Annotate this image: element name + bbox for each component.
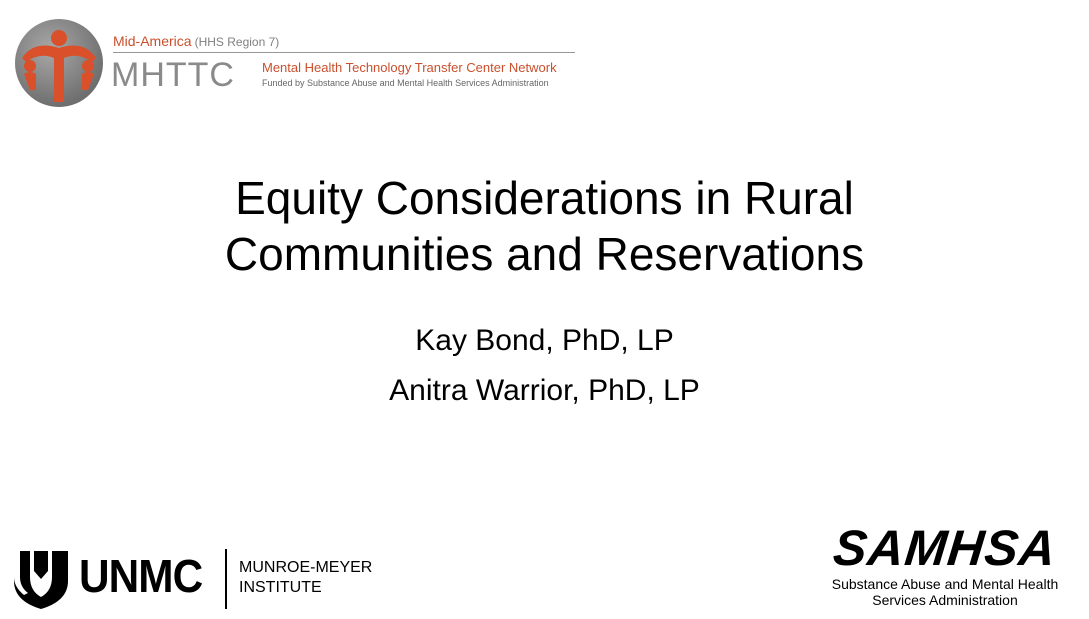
- samhsa-subtitle: Substance Abuse and Mental Health Services Administration: [831, 576, 1059, 608]
- unmc-wordmark: UNMC: [79, 550, 203, 602]
- network-name: Mental Health Technology Transfer Center Network: [262, 60, 557, 75]
- mid-america-label: Mid-America (HHS Region 7): [113, 33, 280, 49]
- unmc-logo: [12, 545, 392, 611]
- mhttc-circle-icon: [14, 18, 104, 108]
- samhsa-logo: [820, 520, 1070, 612]
- slide-title-line-2: Communities and Reservations: [224, 228, 865, 280]
- mhttc-logo: [14, 18, 584, 110]
- logo-divider: [225, 549, 227, 609]
- slide-title-line-1: Equity Considerations in Rural: [235, 172, 854, 224]
- mhttc-acronym: MHTTC: [111, 56, 235, 94]
- logo-divider: [113, 52, 575, 53]
- samhsa-wordmark: SAMHSA: [830, 520, 1060, 576]
- institute-name: MUNROE-MEYER INSTITUTE: [239, 559, 373, 596]
- presenter-name: Anitra Warrior, PhD, LP: [389, 374, 700, 407]
- presenter-name: Kay Bond, PhD, LP: [415, 324, 674, 357]
- funded-by-text: Funded by Substance Abuse and Mental Health Services Administration: [262, 78, 549, 88]
- slide-title: [0, 170, 1089, 282]
- unmc-shield-icon: [12, 547, 70, 611]
